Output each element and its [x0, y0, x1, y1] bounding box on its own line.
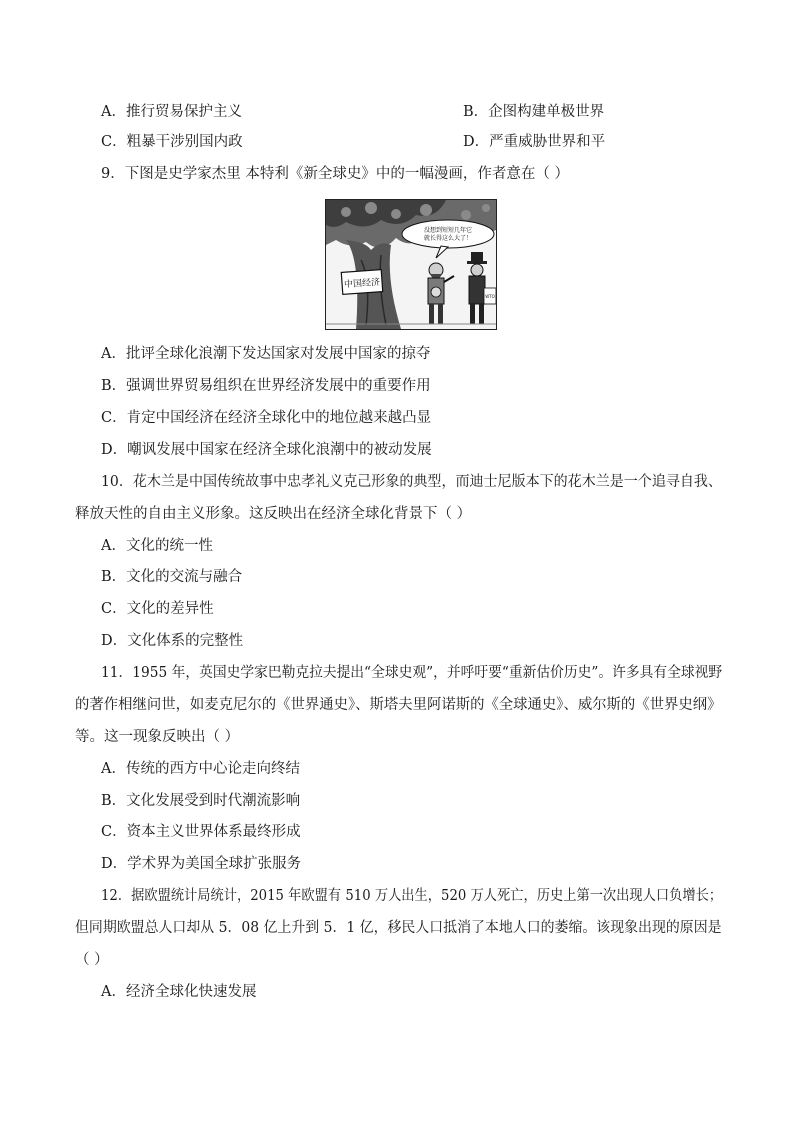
- option-11d: D．学术界为美国全球扩张服务: [101, 856, 302, 872]
- option-9c: C．肯定中国经济在经济全球化中的地位越来越凸显: [101, 410, 432, 426]
- question-12-stem-line-3: （ ）: [75, 952, 109, 968]
- sign-label-text: WTO: [485, 294, 495, 299]
- question-10-stem-line-2: 释放天性的自由主义形象。这反映出在经济全球化背景下（ ）: [75, 506, 472, 522]
- option-12a: A．经济全球化快速发展: [101, 984, 257, 1000]
- option-8d: D．严重威胁世界和平: [463, 134, 606, 150]
- option-8c: C．粗暴干涉别国内政: [101, 134, 243, 150]
- question-9-stem: 9．下图是史学家杰里 本特利《新全球史》中的一幅漫画，作者意在（ ）: [101, 166, 569, 182]
- question-11-stem-line-2: 的著作相继问世，如麦克尼尔的《世界通史》、斯塔夫里阿诺斯的《全球通史》、威尔斯的《世界史纲》: [75, 697, 722, 713]
- question-10-stem-line-1: 10．花木兰是中国传统故事中忠孝礼义克己形象的典型，而迪士尼版本下的花木兰是一个追寻自我、: [101, 474, 722, 490]
- question-12-stem-line-2: 但同期欧盟总人口却从 5．08 亿上升到 5．1 亿，移民人口抵消了本地人口的萎缩。该现象出现的原因是: [75, 920, 722, 936]
- option-11c: C．资本主义世界体系最终形成: [101, 824, 301, 840]
- speech-line-1: 没想到短短几年它: [423, 227, 473, 234]
- tree-label-text: 中国经济: [343, 277, 381, 291]
- option-10d: D．文化体系的完整性: [101, 633, 244, 649]
- option-11a: A．传统的西方中心论走向终结: [101, 761, 300, 777]
- option-9b: B．强调世界贸易组织在世界经济发展中的重要作用: [101, 378, 431, 394]
- speech-line-2: 就长得这么大了！: [423, 235, 473, 242]
- option-10c: C．文化的差异性: [101, 601, 214, 617]
- question-11-stem-line-1: 11．1955 年，英国史学家巴勒克拉夫提出“全球史观”，并呼吁要“重新估价历史”。许多具有全球视野: [101, 665, 723, 681]
- option-10a: A．文化的统一性: [101, 538, 213, 554]
- option-11b: B．文化发展受到时代潮流影响: [101, 793, 301, 809]
- option-9a: A．批评全球化浪潮下发达国家对发展中国家的掠夺: [101, 346, 431, 362]
- option-8b: B．企图构建单极世界: [463, 104, 605, 120]
- option-10b: B．文化的交流与融合: [101, 569, 243, 585]
- question-12-stem-line-1: 12．据欧盟统计局统计，2015 年欧盟有 510 万人出生，520 万人死亡，历史上第一次出现人口负增长；: [101, 888, 723, 904]
- question-11-stem-line-3: 等。这一现象反映出（ ）: [75, 729, 240, 745]
- option-8a: A．推行贸易保护主义: [101, 104, 242, 120]
- cartoon-image: [325, 199, 497, 330]
- option-9d: D．嘲讽发展中国家在经济全球化浪潮中的被动发展: [101, 442, 432, 458]
